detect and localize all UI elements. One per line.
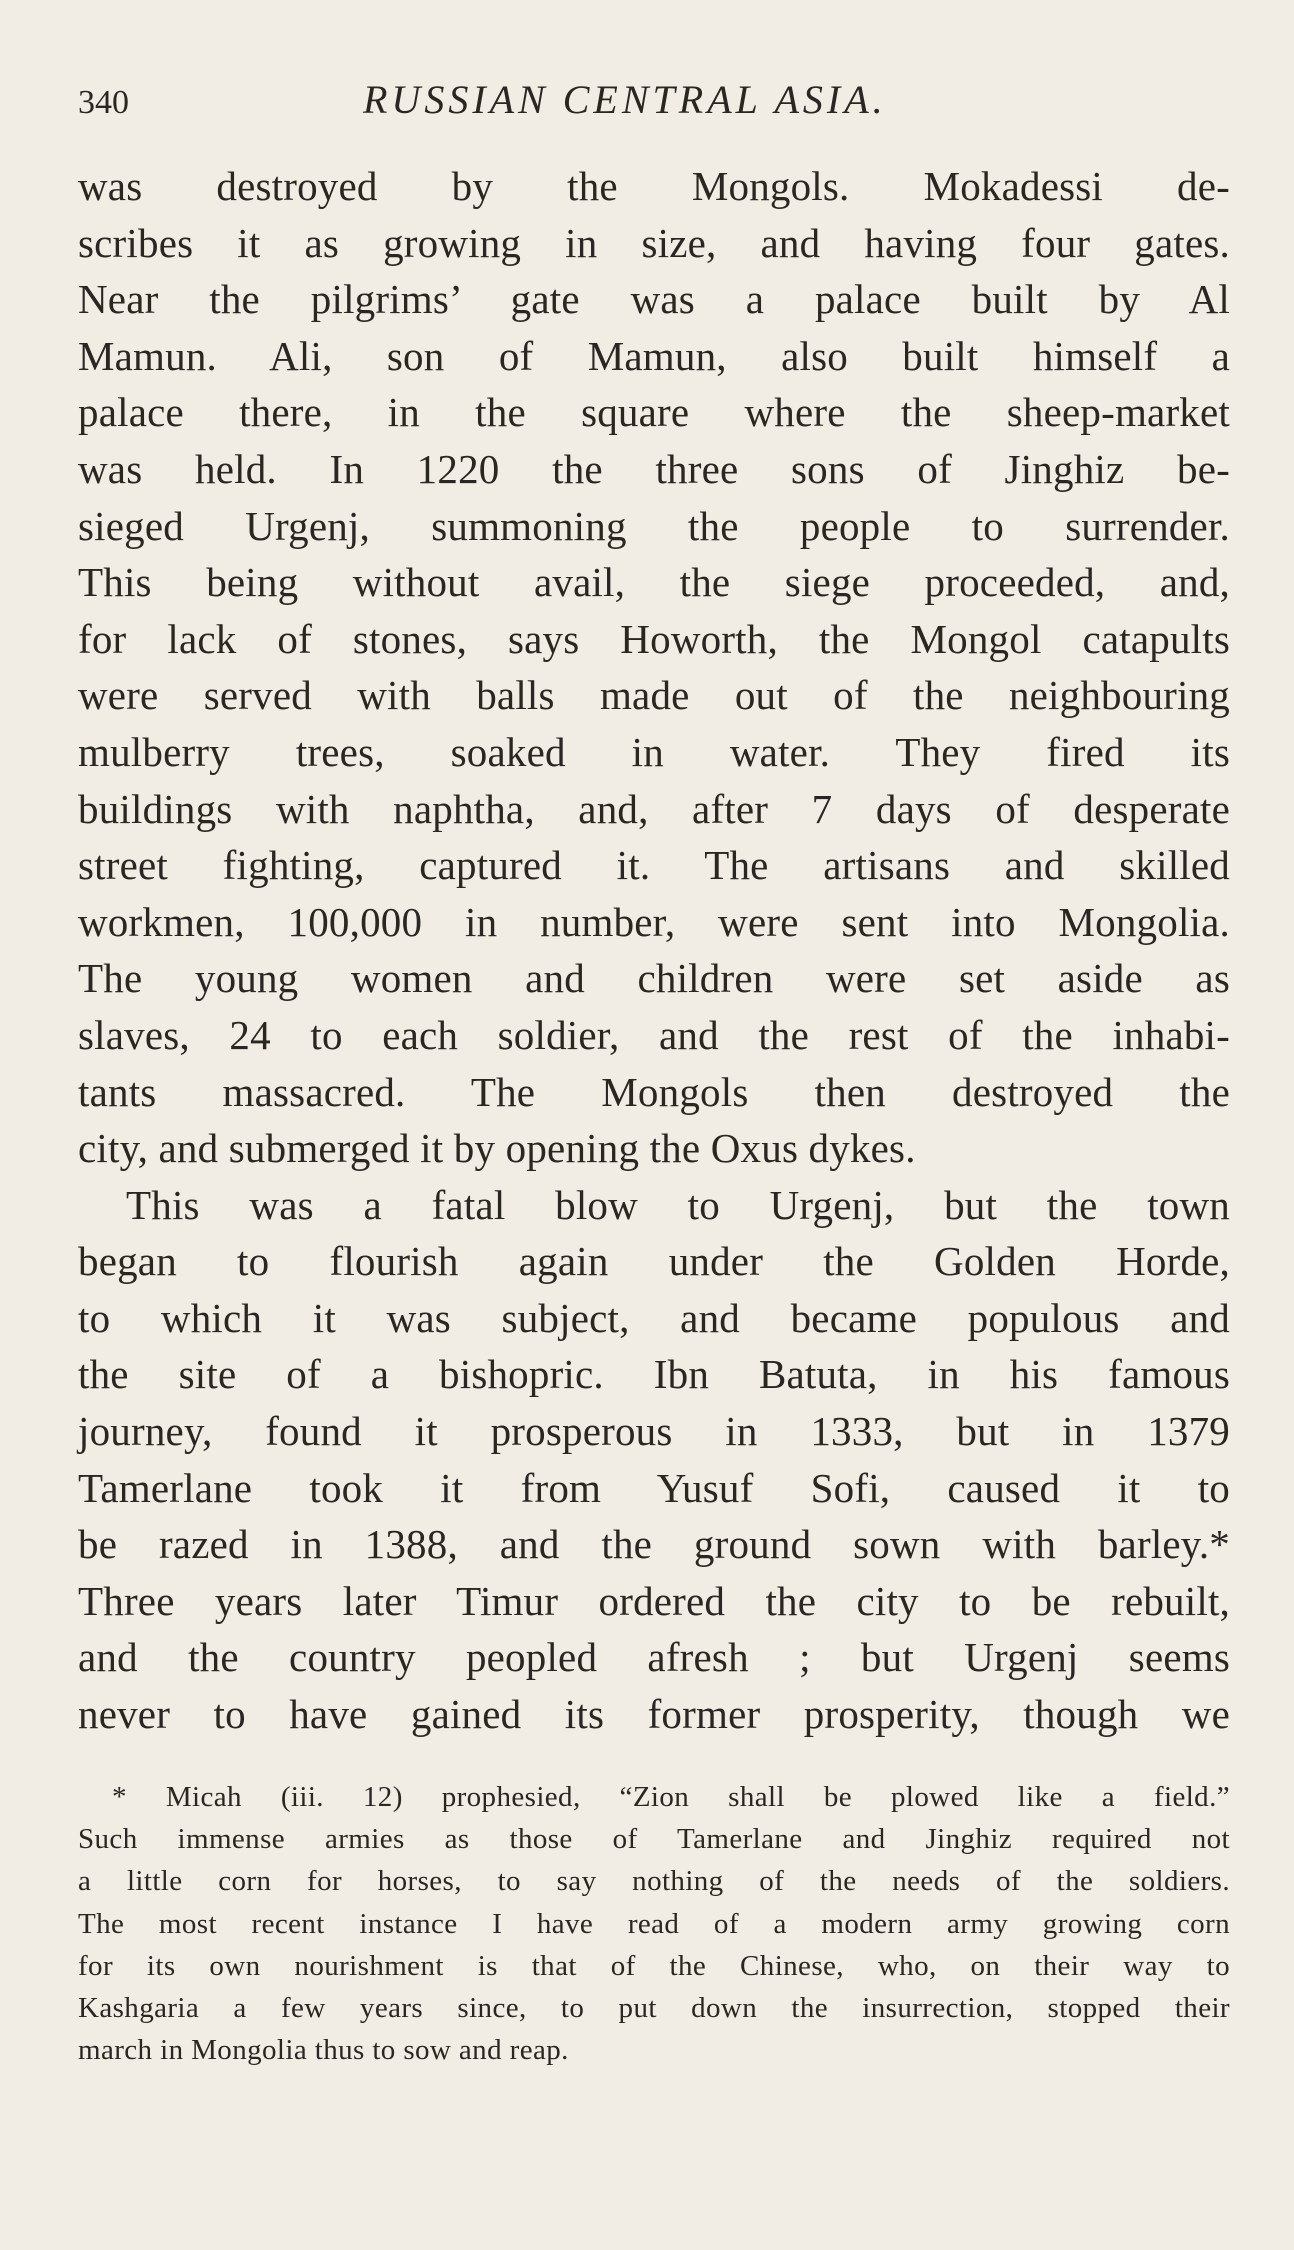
footnote-line: Such immense armies as those of Tamerlane and Jinghiz required not: [78, 1823, 1230, 1856]
footnote-line: The most recent instance I have read of a modern army growing corn: [78, 1907, 1230, 1940]
body-line: journey, found it prosperous in 1333, but in 1379: [78, 1408, 1230, 1455]
body-line: street fighting, captured it. The artisans and skilled: [78, 842, 1230, 889]
body-line-paragraph-start: This was a fatal blow to Urgenj, but the town: [126, 1181, 1230, 1228]
body-line: scribes it as growing in size, and having four gates.: [78, 219, 1230, 266]
footnote-line: for its own nourishment is that of the Chinese, who, on their way to: [78, 1949, 1230, 1982]
body-line: mulberry trees, soaked in water. They fired its: [78, 728, 1230, 775]
body-line: This being without avail, the siege proceeded, and,: [78, 559, 1230, 606]
page-number: 340: [78, 84, 129, 121]
running-title: RUSSIAN CENTRAL ASIA.: [363, 77, 887, 122]
body-line: Tamerlane took it from Yusuf Sofi, caused it to: [78, 1464, 1230, 1511]
running-head: [78, 70, 1228, 130]
body-line: the site of a bishopric. Ibn Batuta, in his famous: [78, 1351, 1230, 1398]
body-line: city, and submerged it by opening the Oxus dykes.: [78, 1125, 916, 1172]
body-text: [78, 158, 1230, 1743]
footnote-line: * Micah (iii. 12) prophesied, “Zion shall be plowed like a field.”: [112, 1781, 1230, 1813]
body-line: The young women and children were set aside as: [78, 955, 1230, 1002]
body-line: palace there, in the square where the sheep-market: [78, 389, 1230, 436]
body-line: were served with balls made out of the neighbouring: [78, 672, 1230, 719]
body-line: began to flourish again under the Golden Horde,: [78, 1238, 1230, 1285]
body-line: workmen, 100,000 in number, were sent into Mongolia.: [78, 898, 1230, 945]
footnote-line: a little corn for horses, to say nothing of the needs of the soldiers.: [78, 1865, 1230, 1898]
footnote-line: Kashgaria a few years since, to put down the insurrection, stopped their: [78, 1991, 1230, 2024]
footnote: [78, 1776, 1230, 2071]
body-line: was destroyed by the Mongols. Mokadessi de-: [78, 163, 1230, 209]
body-line: never to have gained its former prosperity, though we: [78, 1691, 1230, 1738]
body-line: for lack of stones, says Howorth, the Mongol catapults: [78, 615, 1230, 662]
body-line: buildings with naphtha, and, after 7 days of desperate: [78, 785, 1230, 832]
body-line: be razed in 1388, and the ground sown with barley.*: [78, 1521, 1230, 1568]
body-line: to which it was subject, and became populous and: [78, 1294, 1230, 1341]
body-line: and the country peopled afresh ; but Urgenj seems: [78, 1634, 1230, 1681]
footnote-line: march in Mongolia thus to sow and reap.: [78, 2034, 569, 2067]
body-line: Three years later Timur ordered the city to be rebuilt,: [78, 1577, 1230, 1624]
body-line: Near the pilgrims’ gate was a palace built by Al: [78, 276, 1230, 323]
body-line: sieged Urgenj, summoning the people to surrender.: [78, 502, 1230, 549]
body-line: was held. In 1220 the three sons of Jinghiz be-: [78, 445, 1230, 492]
body-line: slaves, 24 to each soldier, and the rest of the inhabi-: [78, 1011, 1230, 1058]
body-line: Mamun. Ali, son of Mamun, also built himself a: [78, 332, 1230, 379]
body-line: tants massacred. The Mongols then destroyed the: [78, 1068, 1230, 1115]
